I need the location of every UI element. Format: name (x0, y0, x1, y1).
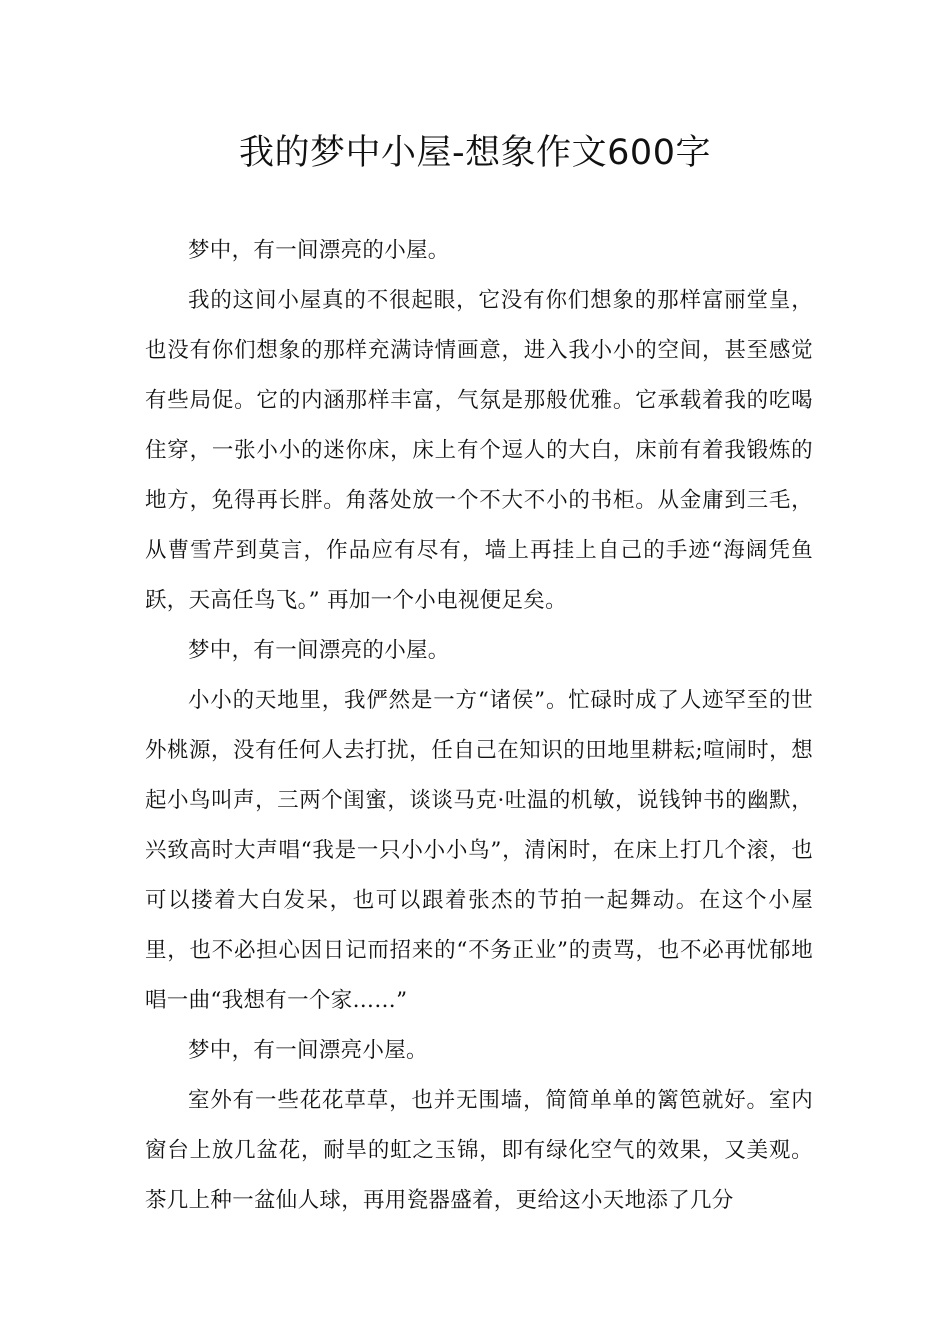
paragraph-6: 室外有一些花花草草，也并无围墙，简简单单的篱笆就好。室内窗台上放几盆花，耐旱的虹之玉锦，即有绿化空气的效果，又美观。茶几上种一盆仙人球，再用瓷器盛着，更给这小天地添了几分 (145, 1088, 813, 1213)
paragraph-2: 我的这间小屋真的不很起眼，它没有你们想象的那样富丽堂皇，也没有你们想象的那样充满诗情画意，进入我小小的空间，甚至感觉有些局促。它的内涵那样丰富，气氛是那般优雅。它承载着我的吃喝住穿，一张小小的迷你床，床上有个逗人的大白，床前有着我锻炼的地方，免得再长胖。角落处放一个不大不小的书柜。从金庸到三毛，从曹雪芹到莫言，作品应有尽有，墙上再挂上自己的手迹“海阔凭鱼跃，天高任鸟飞。” 再加一个小电视便足矣。 (145, 288, 813, 613)
paragraph-3: 梦中，有一间漂亮的小屋。 (188, 638, 450, 663)
document-body (145, 226, 813, 1226)
paragraph-4: 小小的天地里，我俨然是一方“诸侯”。忙碌时成了人迹罕至的世外桃源，没有任何人去打扰，任自己在知识的田地里耕耘;喧闹时，想起小鸟叫声，三两个闺蜜，谈谈马克·吐温的机敏，说钱钟书的幽默，兴致高时大声唱“我是一只小小小鸟”，清闲时，在床上打几个滚，也可以搂着大白发呆，也可以跟着张杰的节拍一起舞动。在这个小屋里，也不必担心因日记而招来的“不务正业”的责骂，也不必再忧郁地唱一曲“我想有一个家……” (145, 688, 813, 1013)
paragraph-1: 梦中，有一间漂亮的小屋。 (188, 238, 450, 263)
paragraph-5: 梦中，有一间漂亮小屋。 (188, 1038, 428, 1063)
document-title: 我的梦中小屋-想象作文600字 (239, 133, 711, 173)
